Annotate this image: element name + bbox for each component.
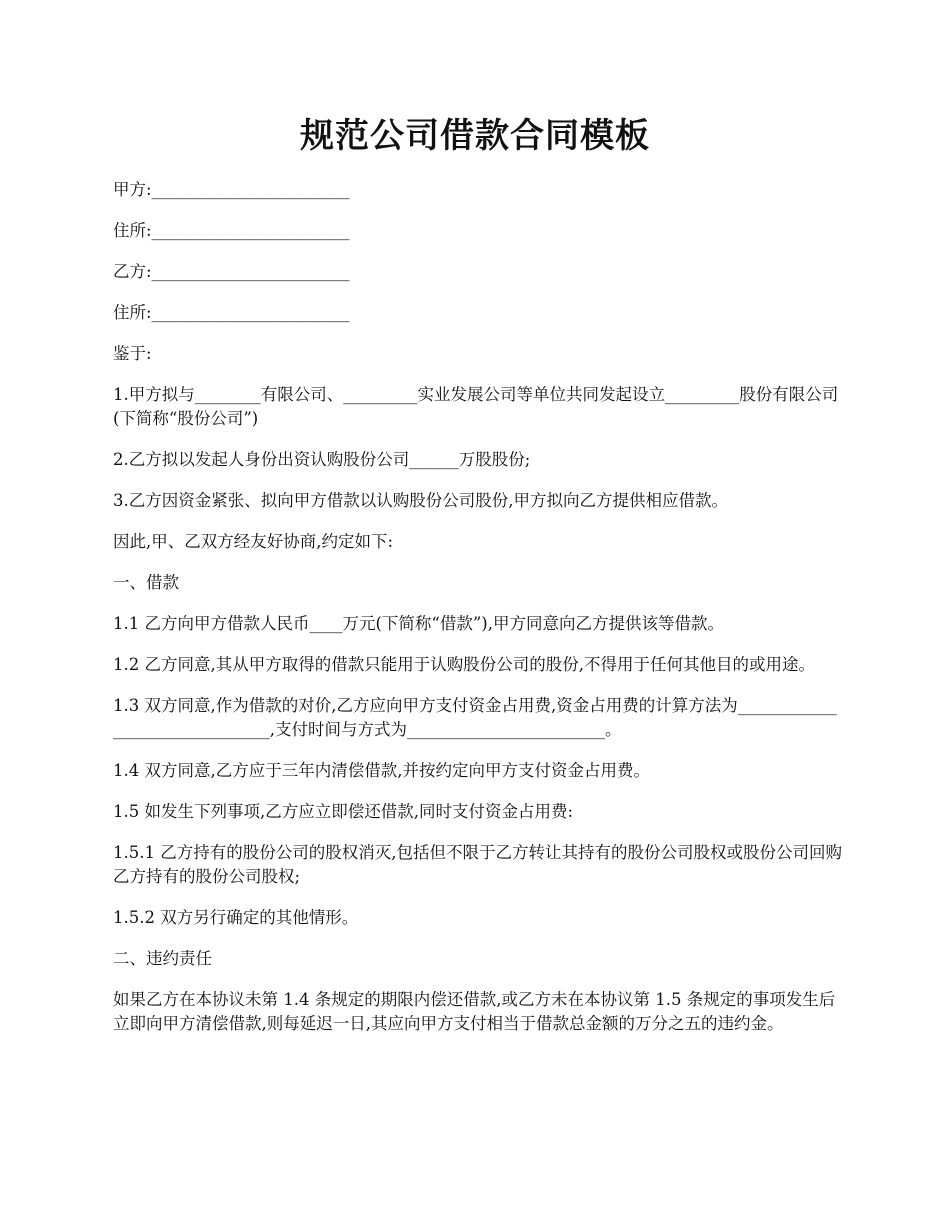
clause-1-2: 1.2 乙方同意,其从甲方取得的借款只能用于认购股份公司的股份,不得用于任何其他目的或用途。 bbox=[113, 655, 815, 674]
party-a-address-field: 住所:________________________ bbox=[113, 221, 350, 240]
clause-1-3: 1.3 双方同意,作为借款的对价,乙方应向甲方支付资金占用费,资金占用费的计算方法为_______________________________,支付时间与方式为________________________。 bbox=[113, 696, 837, 739]
clause-1-5-2: 1.5.2 双方另行确定的其他情形。 bbox=[113, 908, 359, 927]
party-b-field: 乙方:________________________ bbox=[113, 262, 350, 281]
whereas-heading: 鉴于: bbox=[113, 344, 152, 363]
section-heading-loan: 一、借款 bbox=[113, 573, 179, 592]
party-a-field: 甲方:________________________ bbox=[113, 180, 350, 199]
clause-1-4: 1.4 双方同意,乙方应于三年内清偿借款,并按约定向甲方支付资金占用费。 bbox=[113, 761, 650, 780]
document-body bbox=[113, 178, 843, 1053]
party-b-address-field: 住所:________________________ bbox=[113, 303, 350, 322]
liability-clause: 如果乙方在本协议未第 1.4 条规定的期限内偿还借款,或乙方未在本协议第 1.5 条规定的事项发生后立即向甲方清偿借款,则每延迟一日,其应向甲方支付相当于借款总金额的万分之五的违约金。 bbox=[113, 990, 836, 1033]
clause-1-5-1: 1.5.1 乙方持有的股份公司的股权消灭,包括但不限于乙方转让其持有的股份公司股权或股份公司回购乙方持有的股份公司股权; bbox=[113, 843, 842, 886]
clause-1-5: 1.5 如发生下列事项,乙方应立即偿还借款,同时支付资金占用费: bbox=[113, 802, 574, 821]
section-heading-liability: 二、违约责任 bbox=[113, 949, 212, 968]
agreement-intro: 因此,甲、乙双方经友好协商,约定如下: bbox=[113, 532, 394, 551]
document-title: 规范公司借款合同模板 bbox=[300, 116, 650, 156]
clause-1-1: 1.1 乙方向甲方借款人民币____万元(下简称“借款”),甲方同意向乙方提供该等借款。 bbox=[113, 614, 724, 633]
whereas-clause-1: 1.甲方拟与________有限公司、_________实业发展公司等单位共同发起设立_________股份有限公司(下简称“股份公司”) bbox=[113, 385, 839, 428]
whereas-clause-2: 2.乙方拟以发起人身份出资认购股份公司______万股股份; bbox=[113, 450, 531, 469]
whereas-clause-3: 3.乙方因资金紧张、拟向甲方借款以认购股份公司股份,甲方拟向乙方提供相应借款。 bbox=[113, 491, 728, 510]
